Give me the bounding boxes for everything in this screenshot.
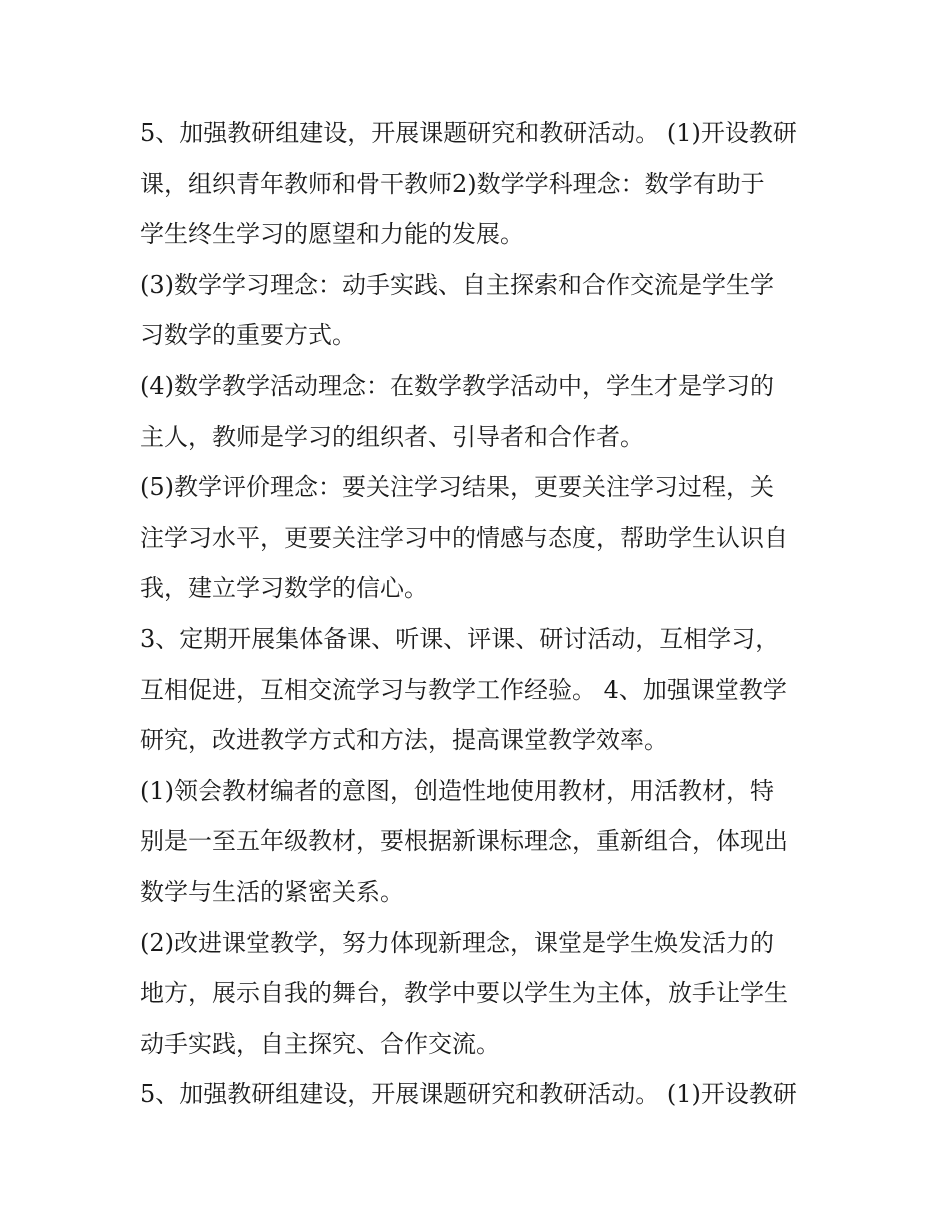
- text-line: 动手实践，自主探究、合作交流。: [140, 1029, 500, 1058]
- text-line: 互相促进，互相交流学习与教学工作经验。 4、加强课堂教学: [140, 675, 787, 704]
- text-line: 5、加强教研组建设，开展课题研究和教研活动。 (1)开设教研: [140, 119, 797, 147]
- text-line: 注学习水平，更要关注学习中的情感与态度，帮助学生认识自: [140, 523, 788, 552]
- text-line: 习数学的重要方式。: [140, 321, 356, 350]
- text-line: (2)改进课堂教学，努力体现新理念，课堂是学生焕发活力的: [140, 928, 774, 957]
- text-line: 主人，教师是学习的组织者、引导者和合作者。: [140, 422, 644, 451]
- text-line: 别是一至五年级教材，要根据新课标理念，重新组合，体现出: [140, 827, 788, 856]
- document-body: [140, 108, 812, 1120]
- text-line: 5、加强教研组建设，开展课题研究和教研活动。 (1)开设教研: [140, 1080, 797, 1109]
- text-line: 课，组织青年教师和骨干教师2)数学学科理念：数学有助于: [140, 169, 765, 198]
- text-line: 数学与生活的紧密关系。: [140, 877, 404, 906]
- text-line: 我，建立学习数学的信心。: [140, 574, 428, 603]
- text-line: 研究，改进教学方式和方法，提高课堂教学效率。: [140, 726, 668, 755]
- text-line: (1)领会教材编者的意图，创造性地使用教材，用活教材，特: [140, 776, 774, 805]
- text-line: (4)数学教学活动理念：在数学教学活动中，学生才是学习的: [140, 371, 774, 400]
- text-line: 地方，展示自我的舞台，教学中要以学生为主体，放手让学生: [140, 979, 788, 1008]
- text-line: (5)教学评价理念：要关注学习结果，更要关注学习过程，关: [140, 473, 774, 502]
- text-line: (3)数学学习理念：动手实践、自主探索和合作交流是学生学: [140, 270, 774, 299]
- text-line: 学生终生学习的愿望和力能的发展。: [140, 220, 524, 249]
- text-line: 3、定期开展集体备课、听课、评课、研讨活动，互相学习，: [140, 624, 780, 653]
